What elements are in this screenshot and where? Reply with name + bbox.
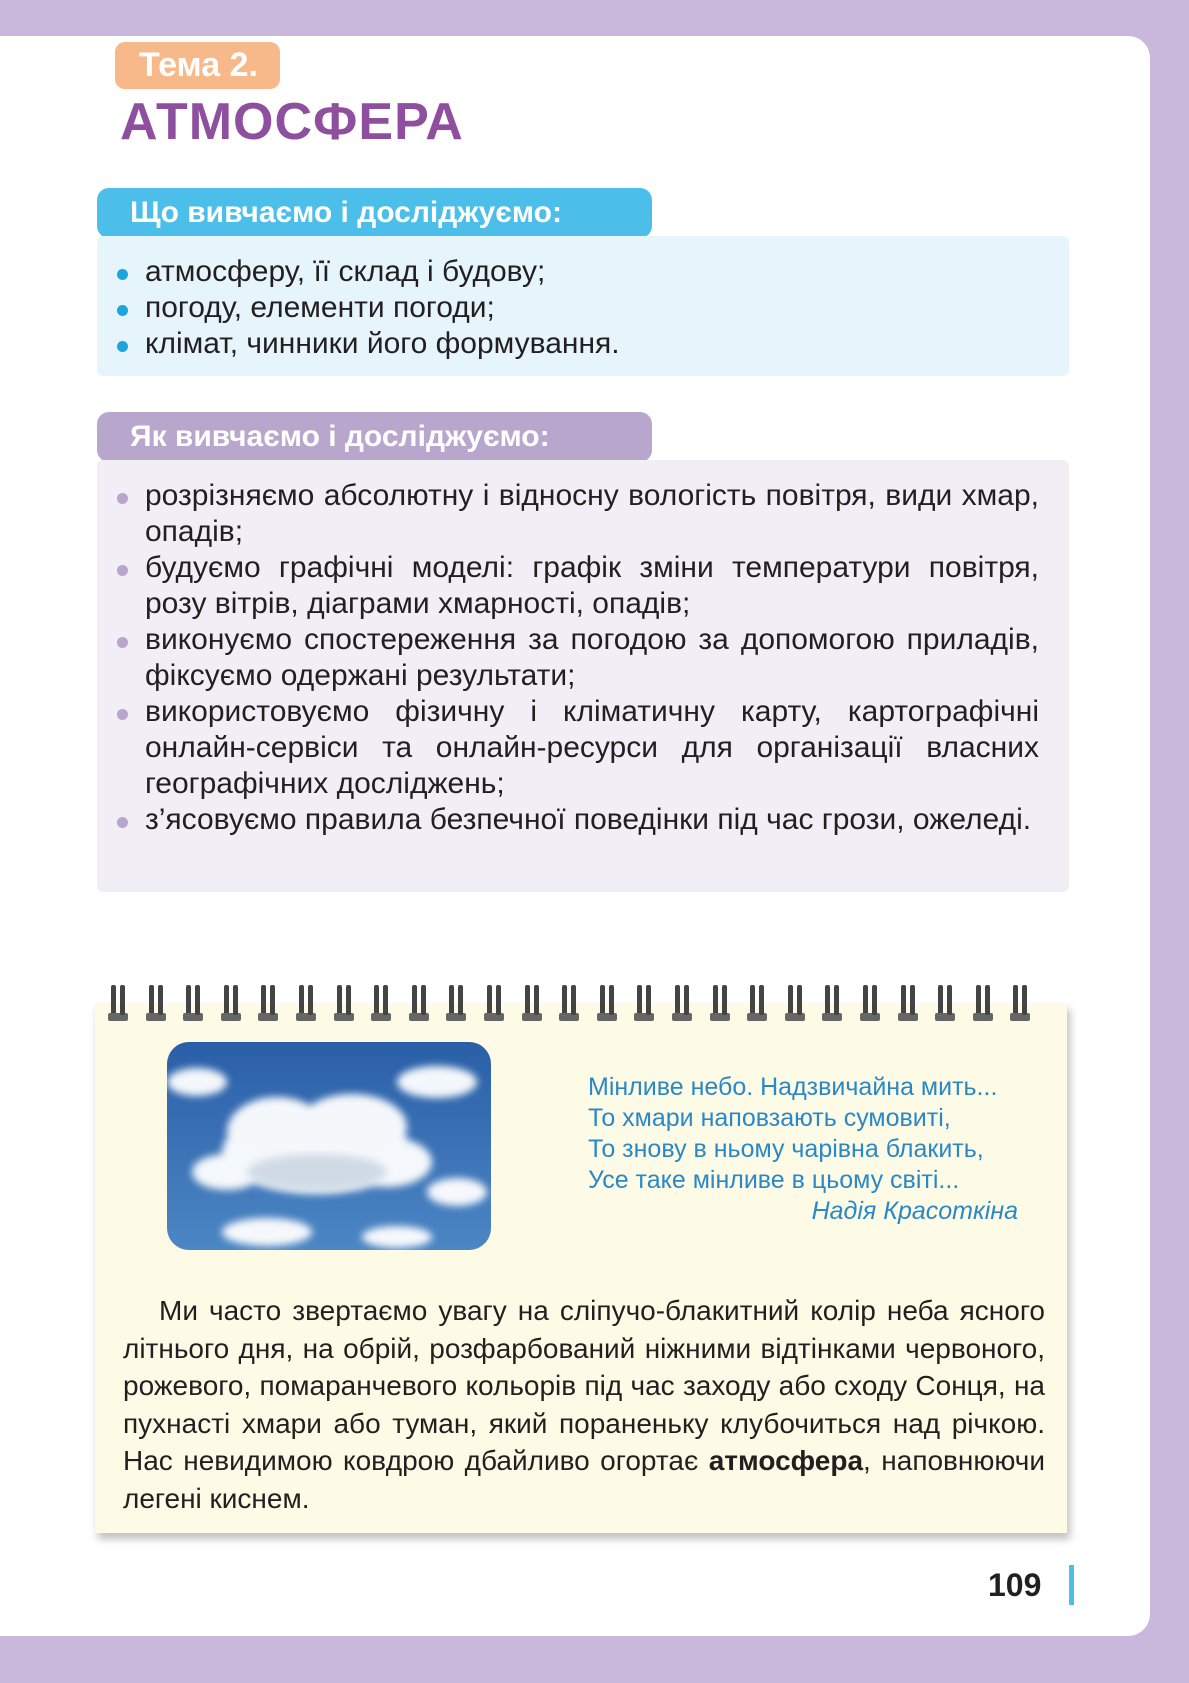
spiral-ring (561, 985, 577, 1021)
cloud-image (167, 1042, 491, 1250)
list-item: атмосферу, її склад і будову; (117, 254, 1069, 290)
spiral-ring (674, 985, 690, 1021)
spiral-ring (900, 985, 916, 1021)
poem (588, 1072, 1058, 1227)
sky-clouds-photo (167, 1042, 491, 1250)
what-we-study-box (97, 236, 1069, 376)
spiral-ring (712, 985, 728, 1021)
spiral-ring (636, 985, 652, 1021)
how-we-study-heading: Як вивчаємо і досліджуємо: (97, 412, 652, 462)
list-item: використовуємо фізичну і кліматичну карту, картографічні онлайн-сервіси та онлайн-ресурси для організації власних географічних досліджень; (117, 694, 1039, 802)
page-number-marker (1069, 1565, 1074, 1605)
spiral-ring (975, 985, 991, 1021)
list-item: будуємо графічні моделі: графік зміни температури повітря, розу вітрів, діаграми хмарності, опадів; (117, 550, 1039, 622)
list-item: розрізняємо абсолютну і відносну вологість повітря, види хмар, опадів; (117, 478, 1039, 550)
spiral-ring (1012, 985, 1028, 1021)
intro-text-end: , наповнюючи легені киснем. (123, 1445, 1045, 1514)
list-item: клімат, чинники його формування. (117, 326, 1069, 362)
notebook-spiral (110, 985, 1060, 1025)
spiral-ring (448, 985, 464, 1021)
spiral-ring (411, 985, 427, 1021)
spiral-ring (260, 985, 276, 1021)
spiral-ring (185, 985, 201, 1021)
spiral-ring (486, 985, 502, 1021)
page-number: 109 (988, 1567, 1042, 1603)
poem-line: Мінливе небо. Надзвичайна мить... (588, 1073, 998, 1101)
bullet-icon (117, 493, 128, 504)
spiral-ring (223, 985, 239, 1021)
what-we-study-heading: Що вивчаємо і досліджуємо: (97, 188, 652, 238)
spiral-ring (749, 985, 765, 1021)
poem-author: Надія Красоткіна (811, 1197, 1018, 1225)
bullet-icon (117, 817, 128, 828)
poem-line: То знову в ньому чарівна блакить, (588, 1135, 984, 1163)
poem-line: То хмари наповзають сумовиті, (588, 1104, 951, 1132)
list-item: погоду, елементи погоди; (117, 290, 1069, 326)
how-we-study-list (117, 478, 1039, 838)
spiral-ring (373, 985, 389, 1021)
spiral-ring (862, 985, 878, 1021)
spiral-ring (336, 985, 352, 1021)
bullet-icon (117, 709, 128, 720)
page-title: АТМОСФЕРА (120, 93, 464, 151)
spiral-ring (298, 985, 314, 1021)
how-we-study-box (97, 460, 1069, 892)
bullet-icon (117, 269, 128, 280)
spiral-ring (110, 985, 126, 1021)
spiral-ring (937, 985, 953, 1021)
bullet-icon (117, 341, 128, 352)
bullet-icon (117, 565, 128, 576)
spiral-ring (824, 985, 840, 1021)
spiral-ring (599, 985, 615, 1021)
intro-bold-term: атмосфера (708, 1445, 864, 1476)
intro-paragraph (123, 1292, 1045, 1517)
bullet-icon (117, 637, 128, 648)
intro-text: Ми часто звертаємо увагу на сліпучо-блакитний колір неба ясного літнього дня, на обрій, розфарбований ніжними відтінками червоного, рожевого, помаранчевого кольорів під час заходу або сходу Сонця, на пухнасті хмари або туман, який пораненьку клубочиться над річкою. Нас невидимою ковдрою дбайливо огортає (123, 1295, 1045, 1476)
what-we-study-list (117, 254, 1069, 362)
theme-badge: Тема 2. (115, 42, 280, 89)
list-item: виконуємо спостереження за погодою за допомогою приладів, фіксуємо одержані результати; (117, 622, 1039, 694)
spiral-ring (787, 985, 803, 1021)
bullet-icon (117, 305, 128, 316)
spiral-ring (524, 985, 540, 1021)
list-item: з’ясовуємо правила безпечної поведінки під час грози, ожеледі. (117, 802, 1039, 838)
poem-line: Усе таке мінливе в цьому світі... (588, 1166, 960, 1194)
spiral-ring (148, 985, 164, 1021)
